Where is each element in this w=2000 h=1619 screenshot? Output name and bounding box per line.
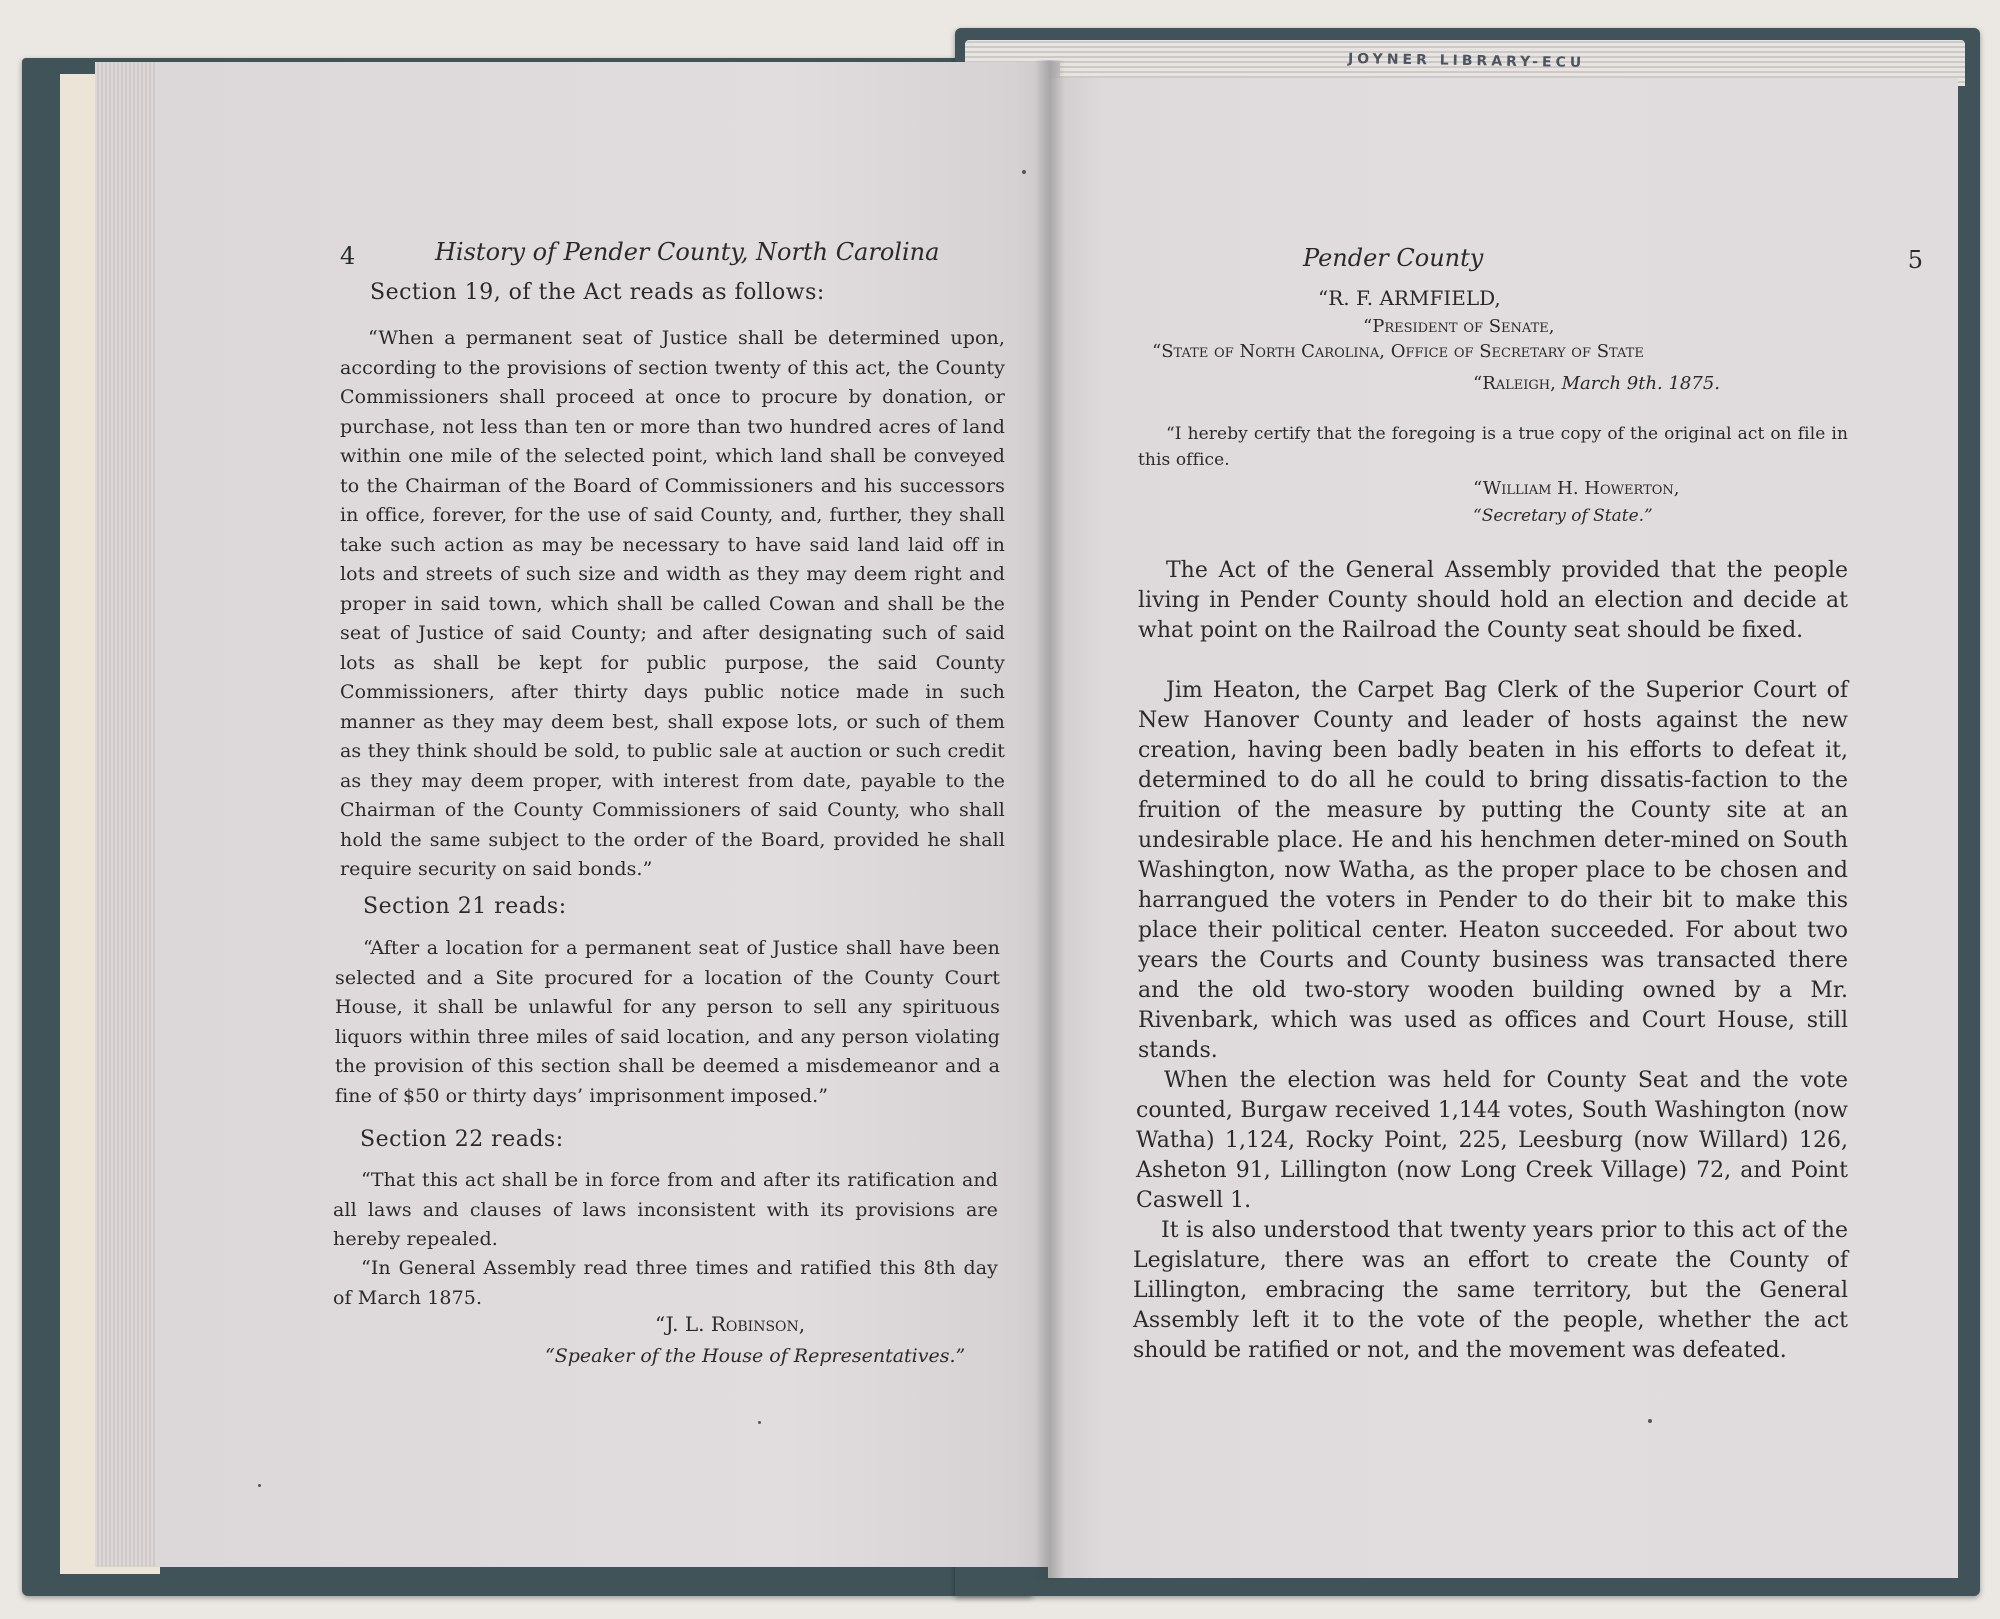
secretary-name: “William H. Howerton, xyxy=(1473,478,1680,499)
paper-speck xyxy=(758,1421,761,1424)
dateline xyxy=(1473,373,1720,394)
section-21-heading: Section 21 reads: xyxy=(363,894,567,919)
page-number: 5 xyxy=(1907,246,1923,274)
right-page xyxy=(1048,78,1958,1578)
paragraph-jim-heaton: Jim Heaton, the Carpet Bag Clerk of the Superior Court of New Hanover County and leader of hosts against the new creation, having been badly beaten in his efforts to defeat it, determined to do all he could to bring dissatis-faction to the fruition of the measure by putting the County site at an undesirable place. He and his henchmen deter-mined on South Washington, now Watha, as the proper place to be chosen and harrangued the voters in Pender to do their bit to make this place their political center. Heaton succeeded. For about two years the Courts and County business was transacted there and the old two-story wooden building owned by a Mr. Rivenbark, which was used as offices and Court House, still stands. xyxy=(1138,678,1848,1063)
right-page-header xyxy=(1303,244,1923,284)
dateline-date: March 9th. 1875. xyxy=(1561,373,1721,394)
section-21-text: “After a location for a permanent seat of Justice shall have been selected and a Site procured for a location of the County Court House, it shall be unlawful for any person to sell any spirituous liquors within three miles of said location, and any person violating the provision of this section shall be deemed a misdemeanor and a fine of $50 or thirty days’ imprisonment imposed.” xyxy=(335,937,1000,1107)
page-number: 4 xyxy=(340,242,356,270)
section-22-text: “That this act shall be in force from and after its ratification and all laws and clauses of laws inconsistent with its provisions are hereby repealed. xyxy=(333,1169,998,1250)
running-title: History of Pender County, North Carolina xyxy=(435,238,940,266)
signer-title: “Speaker of the House of Representatives.” xyxy=(545,1345,966,1367)
section-19-heading: Section 19, of the Act reads as follows: xyxy=(370,280,825,305)
book-gutter-shadow xyxy=(1035,60,1065,1580)
ratified-text: “In General Assembly read three times and ratified this 8th day of March 1875. xyxy=(333,1257,998,1309)
certification-text: “I hereby certify that the foregoing is a true copy of the original act on file in this office. xyxy=(1138,424,1848,470)
paragraph-lillington: It is also understood that twenty years prior to this act of the Legislature, there was an effort to create the County of Lillington, embracing the same territory, but the General Assembly left it to the vote of the people, whether the act should be ratified or not, and the movement was defeated. xyxy=(1133,1218,1848,1363)
left-page-header xyxy=(340,238,940,278)
office-line: “State of North Carolina, Office of Secretary of State xyxy=(1152,341,1644,362)
senate-president-name: “R. F. ARMFIELD, xyxy=(1318,286,1501,310)
paper-speck xyxy=(1022,170,1026,174)
secretary-title: “Secretary of State.” xyxy=(1473,506,1653,526)
paper-speck xyxy=(258,1484,261,1487)
paper-speck xyxy=(1648,1419,1652,1423)
section-22-heading: Section 22 reads: xyxy=(360,1127,564,1152)
section-19-text: “When a permanent seat of Justice shall be determined upon, according to the provisions of section twenty of this act, the County Commissioners shall proceed at once to procure by donation, or purchase, not less than ten or more than two hundred acres of land within one mile of the selected point, which land shall be conveyed to the Chairman of the Board of Commissioners and his successors in office, forever, for the use of said County, and, further, they shall take such action as may be necessary to have said land laid off in lots and streets of such size and width as they may deem right and proper in said town, which shall be called Cowan and shall be the seat of Justice of said County; and after designating such of said lots as shall be kept for public purpose, the said County Commissioners, after thirty days public notice made in such manner as they may deem best, shall expose lots, or such of them as they think should be sold, to public sale at auction or such credit as they may deem proper, with interest from date, payable to the Chairman of the County Commissioners of said County, who shall hold the same subject to the order of the Board, provided he shall require security on said bonds.” xyxy=(340,327,1005,880)
library-stamp: JOYNER LIBRARY-ECU xyxy=(1347,50,1586,72)
senate-president-title: “President of Senate, xyxy=(1363,316,1555,337)
signer-name: “J. L. Robinson, xyxy=(655,1312,806,1336)
running-title: Pender County xyxy=(1303,244,1484,272)
left-page xyxy=(155,62,1060,1567)
paragraph-vote-count: When the election was held for County Seat and the vote counted, Burgaw received 1,144 votes, South Washington (now Watha) 1,124, Rocky Point, 225, Leesburg (now Willard) 126, Asheton 91, Lillington (now Long Creek Village) 72, and Point Caswell 1. xyxy=(1136,1068,1848,1213)
dateline-place: “Raleigh, xyxy=(1473,373,1556,394)
paragraph-election-act: The Act of the General Assembly provided that the people living in Pender County should hold an election and decide at what point on the Railroad the County seat should be fixed. xyxy=(1138,558,1848,643)
